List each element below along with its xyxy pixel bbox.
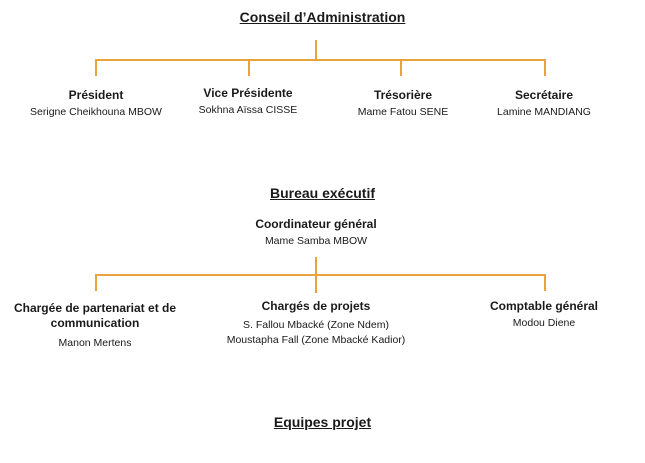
bureau-connector-drop-1 xyxy=(95,274,97,291)
person-name: Lamine MANDIANG xyxy=(497,106,591,118)
person-name: Manon Mertens xyxy=(58,337,132,349)
role-label: Coordinateur général xyxy=(255,217,377,231)
board-title: Conseil d’Administration xyxy=(239,9,406,25)
board-connector-drop-3 xyxy=(400,59,402,76)
bureau-member-accountant xyxy=(474,299,614,330)
board-connector-stem xyxy=(315,40,317,60)
board-connector-drop-2 xyxy=(248,59,250,76)
board-member-vice-president xyxy=(178,86,318,117)
person-name: Sokhna Aïssa CISSE xyxy=(198,104,298,116)
role-label: Chargée de partenariat et de communication xyxy=(13,301,177,330)
bureau-member-partnership xyxy=(4,301,186,350)
board-member-president xyxy=(16,88,176,119)
board-connector-bar xyxy=(95,59,546,61)
person-name: Mame Fatou SENE xyxy=(357,106,449,118)
role-label: Secrétaire xyxy=(514,88,574,102)
role-label: Comptable général xyxy=(489,299,599,313)
role-label: Vice Présidente xyxy=(203,86,293,100)
board-member-secretary xyxy=(474,88,614,119)
bureau-title: Bureau exécutif xyxy=(269,185,376,201)
person-name: Moustapha Fall (Zone Mbacké Kadior) xyxy=(226,334,406,346)
person-name: Mame Samba MBOW xyxy=(264,235,368,247)
bureau-connector-drop-3 xyxy=(544,274,546,291)
board-connector-drop-4 xyxy=(544,59,546,76)
role-label: Président xyxy=(68,88,124,102)
person-name: Modou Diene xyxy=(512,317,576,329)
board-connector-drop-1 xyxy=(95,59,97,76)
bureau-member-projects xyxy=(196,299,436,347)
bureau-connector-bar xyxy=(95,274,546,276)
board-member-treasurer xyxy=(333,88,473,119)
person-name: S. Fallou Mbacké (Zone Ndem) xyxy=(243,319,389,331)
teams-title: Equipes projet xyxy=(273,414,372,430)
role-label: Chargés de projets xyxy=(261,299,371,313)
role-label: Trésorière xyxy=(373,88,433,102)
person-name: Serigne Cheikhouna MBOW xyxy=(30,106,162,118)
coordinator xyxy=(216,217,416,248)
